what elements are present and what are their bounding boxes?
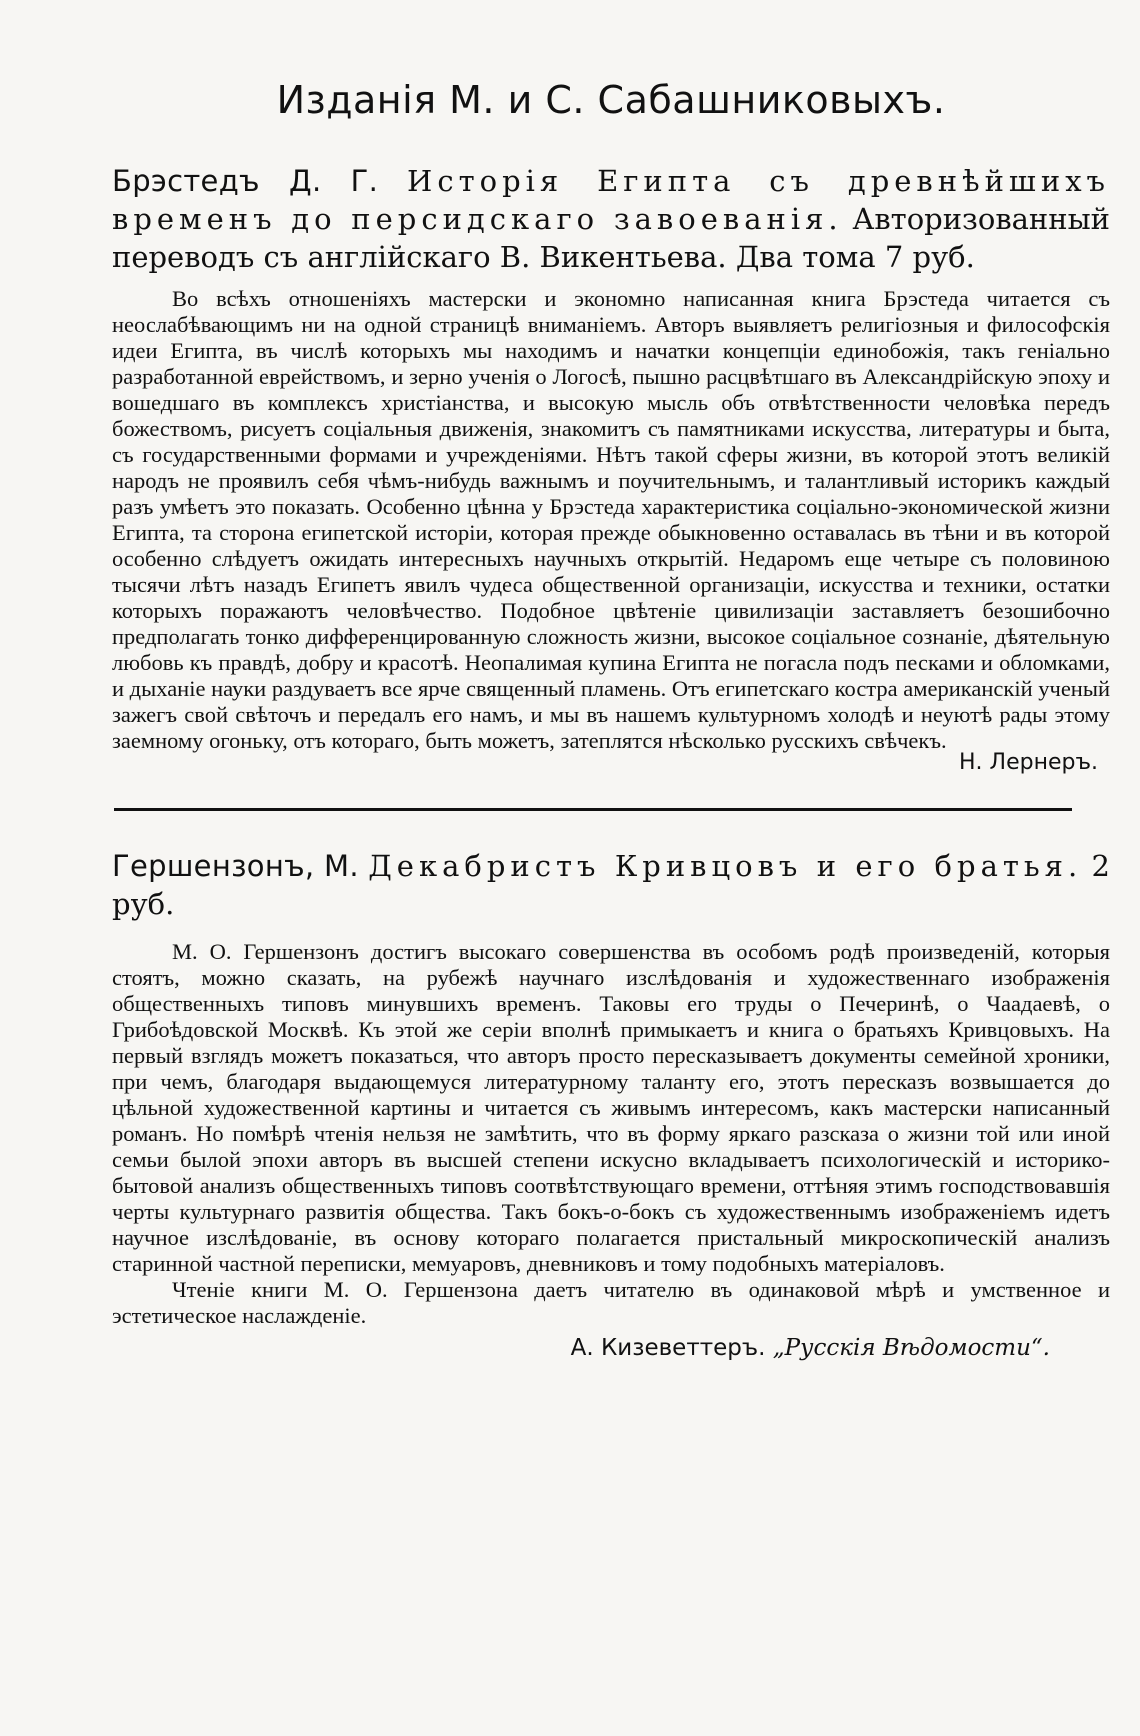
entry-author: Брэстедъ Д. Г. (112, 164, 379, 198)
entry-title: Исторія Египта съ древнѣйшихъ временъ до персидскаго завоеванія. (112, 164, 1110, 236)
entry-review (112, 939, 1110, 1329)
review-paragraph: Чтеніе книги М. О. Гершензона даетъ читателю въ одинаковой мѣрѣ и умственное и эстетическое наслажденіе. (112, 1277, 1110, 1328)
review-paragraph: М. О. Гершензонъ достигъ высокаго совершенства въ особомъ родѣ произведеній, которыя стоятъ, можно сказать, на рубежѣ научнаго изслѣдованія и художественнаго изображенія общественныхъ типовъ минувшихъ временъ. Таковы его труды о Печеринѣ, о Чаадаевѣ, о Грибоѣдовской Москвѣ. Къ этой же серіи вполнѣ примыкаетъ и книга о братьяхъ Кривцовыхъ. На первый взглядъ можетъ показаться, что авторъ просто пересказываетъ документы семейной хроники, при чемъ, благодаря выдающемуся литературному таланту его, этотъ пересказъ возвышается до цѣльной художественной картины и читается съ живымъ интересомъ, какъ мастерски написанный романъ. Но помѣрѣ чтенія нельзя не замѣтить, что въ форму яркаго разсказа о жизни той или иной семьи былой эпохи авторъ въ высшей степени искусно вкладываетъ психологическій и историко-бытовой анализъ общественныхъ типовъ соотвѣтствующаго времени, оттѣняя этимъ господствовавшія черты культурнаго развитія общества. Такъ бокъ-о-бокъ съ художественнымъ изображеніемъ идетъ научное изслѣдованіе, въ основу котораго полагается пристальный микроскопическій анализъ старинной частной переписки, мемуаровъ, дневниковъ и тому подобныхъ матеріаловъ. (112, 939, 1110, 1276)
review-signature (112, 1335, 1110, 1361)
page-title: Изданія М. и С. Сабашниковыхъ. (276, 78, 946, 122)
entry-title: Декабристъ Кривцовъ и его братья. (368, 849, 1083, 883)
entry-gershenzon (112, 847, 1110, 1361)
signature-source: „Русскія Вѣдомости“. (772, 1335, 1050, 1361)
review-paragraph: Во всѣхъ отношеніяхъ мастерски и экономно написанная книга Брэстеда читается съ неослабѣвающимъ ни на одной страницѣ вниманіемъ. Авторъ выявляетъ религіозныя и философскія идеи Египта, въ числѣ которыхъ мы находимъ и начатки концепціи единобожія, такъ геніально разработанной еврействомъ, и зерно ученія о Логосѣ, пышно расцвѣтшаго въ Александрійскую эпоху и вошедшаго въ комплексъ христіанства, и высокую мысль объ отвѣтственности человѣка передъ божествомъ, рисуетъ соціальныя движенія, знакомитъ съ памятниками искусства, литературы и быта, съ государственными формами и учрежденіями. Нѣтъ такой сферы жизни, въ которой этотъ великій народъ не проявилъ себя чѣмъ-нибудь важнымъ и поучительнымъ, и талантливый историкъ каждый разъ умѣетъ это показать. Особенно цѣнна у Брэстеда характеристика соціально-экономической жизни Египта, та сторона египетской исторіи, которая прежде обыкновенно оставалась въ тѣни и въ которой особенно слѣдуетъ ожидать интересныхъ научныхъ открытій. Недаромъ еще четыре съ половиною тысячи лѣтъ назадъ Египетъ явилъ чудеса общественной организаціи, искусства и техники, остатки которыхъ поражаютъ человѣчество. Подобное цвѣтеніе цивилизаціи заставляетъ безошибочно предполагать тонко дифференцированную сложность жизни, высокое соціальное сознаніе, дѣятельную любовь къ правдѣ, добру и красотѣ. Неопалимая купина Египта не погасла подъ песками и обломками, и дыханіе науки раздуваетъ все ярче священный пламень. Отъ египетскаго костра американскій ученый зажегъ свой свѣточъ и передалъ его намъ, и мы въ нашемъ культурномъ холодѣ и неуютѣ рады этому заемному огоньку, отъ котораго, быть можетъ, затеплятся нѣсколько русскихъ свѣчекъ. (112, 286, 1110, 753)
entry-heading (112, 162, 1110, 276)
review-signature: Н. Лернеръ. (959, 750, 1098, 775)
entry-heading (112, 847, 1110, 923)
entry-author: Гершензонъ, М. (112, 849, 359, 883)
entry-price: 2 руб. (112, 849, 1110, 921)
document-page (112, 78, 1110, 1361)
section-divider (114, 808, 1072, 811)
signature-name: А. Кизеветтеръ. (570, 1335, 766, 1361)
entry-review (112, 286, 1110, 754)
entry-title-rest: Авторизованный переводъ съ англійскаго В. Викентьева. Два тома 7 руб. (112, 202, 1111, 274)
entry-brested (112, 162, 1110, 775)
